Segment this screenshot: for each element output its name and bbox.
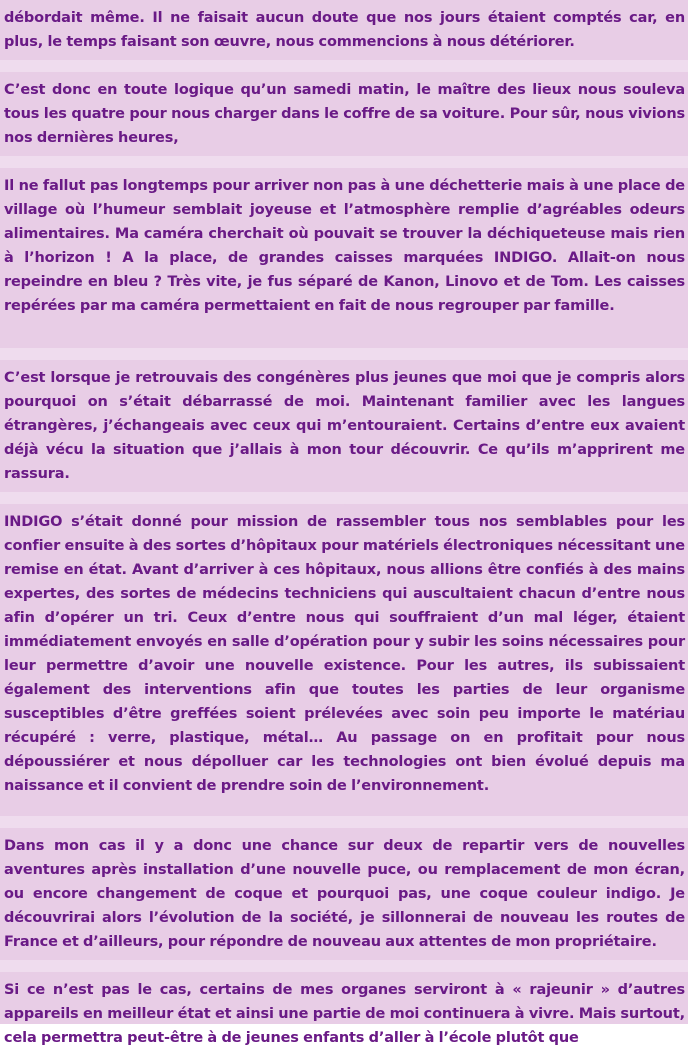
paragraph-3: Il ne fallut pas longtemps pour arriver non pas à une déchetterie mais à une place de village où l’humeur semblait joyeuse et l’atmosphère remplie d’agréables odeurs alimentaires. Ma caméra cherchait où pouvait se trouver la déchiqueteuse mais rien à l’horizon ! A la place, de grandes caisses marquées INDIGO. Allait-on nous repeindre en bleu ? Très vite, je fus séparé de Kanon, Linovo et de Tom. Les caisses repérées par ma caméra permettaient en fait de nous regrouper par famille. (0, 168, 688, 348)
paragraph-2: C’est donc en toute logique qu’un samedi matin, le maître des lieux nous souleva tous les quatre pour nous charger dans le coffre de sa voiture. Pour sûr, nous vivions nos dernières heures, (0, 72, 688, 156)
paragraph-6: Dans mon cas il y a donc une chance sur deux de repartir vers de nouvelles aventures après installation d’une nouvelle puce, ou remplacement de mon écran, ou encore changement de coque et pourquoi pas, une coque couleur indigo. Je découvrirai alors l’évolution de la société, je sillonnerai de nouveau les routes de France et d’ailleurs, pour répondre de nouveau aux attentes de mon propriétaire. (0, 828, 688, 960)
paragraph-gap (0, 156, 688, 168)
paragraph-1: débordait même. Il ne faisait aucun doute que nos jours étaient comptés car, en plus, le temps faisant son œuvre, nous commencions à nous détériorer. (0, 0, 688, 60)
paragraph-gap (0, 816, 688, 828)
paragraph-5: INDIGO s’était donné pour mission de rassembler tous nos semblables pour les confier ensuite à des sortes d’hôpitaux pour matériels électroniques nécessitant une remise en état. Avant d’arriver à ces hôpitaux, nous allions être confiés à des mains expertes, des sortes de médecins techniciens qui auscultaient chacun d’entre nous afin d’opérer un tri. Ceux d’entre nous qui souffraient d’un mal léger, étaient immédiatement envoyés en salle d’opération pour y subir les soins nécessaires pour leur permettre d’avoir une nouvelle existence. Pour les autres, ils subissaient également des interventions afin que toutes les parties de leur organisme susceptibles d’être greffées soient prélevées avec soin peu importe le matériau récupéré : verre, plastique, métal… Au passage on en profitait pour nous dépoussiérer et nous dépolluer car les technologies ont bien évolué depuis ma naissance et il convient de prendre soin de l’environnement. (0, 504, 688, 816)
paragraph-gap (0, 60, 688, 72)
paragraph-4: C’est lorsque je retrouvais des congénères plus jeunes que moi que je compris alors pourquoi on s’était débarrassé de moi. Maintenant familier avec les langues étrangères, j’échangeais avec ceux qui m’entouraient. Certains d’entre eux avaient déjà vécu la situation que j’allais à mon tour découvrir. Ce qu’ils m’apprirent me rassura. (0, 360, 688, 492)
paragraph-gap (0, 960, 688, 972)
paragraph-gap (0, 492, 688, 504)
paragraph-gap (0, 348, 688, 360)
paragraph-7: Si ce n’est pas le cas, certains de mes organes serviront à « rajeunir » d’autres appareils en meilleur état et ainsi une partie de moi continuera à vivre. Mais surtout, cela permettra peut-être à de jeunes enfants d’aller à l’école plutôt que (0, 972, 688, 1024)
